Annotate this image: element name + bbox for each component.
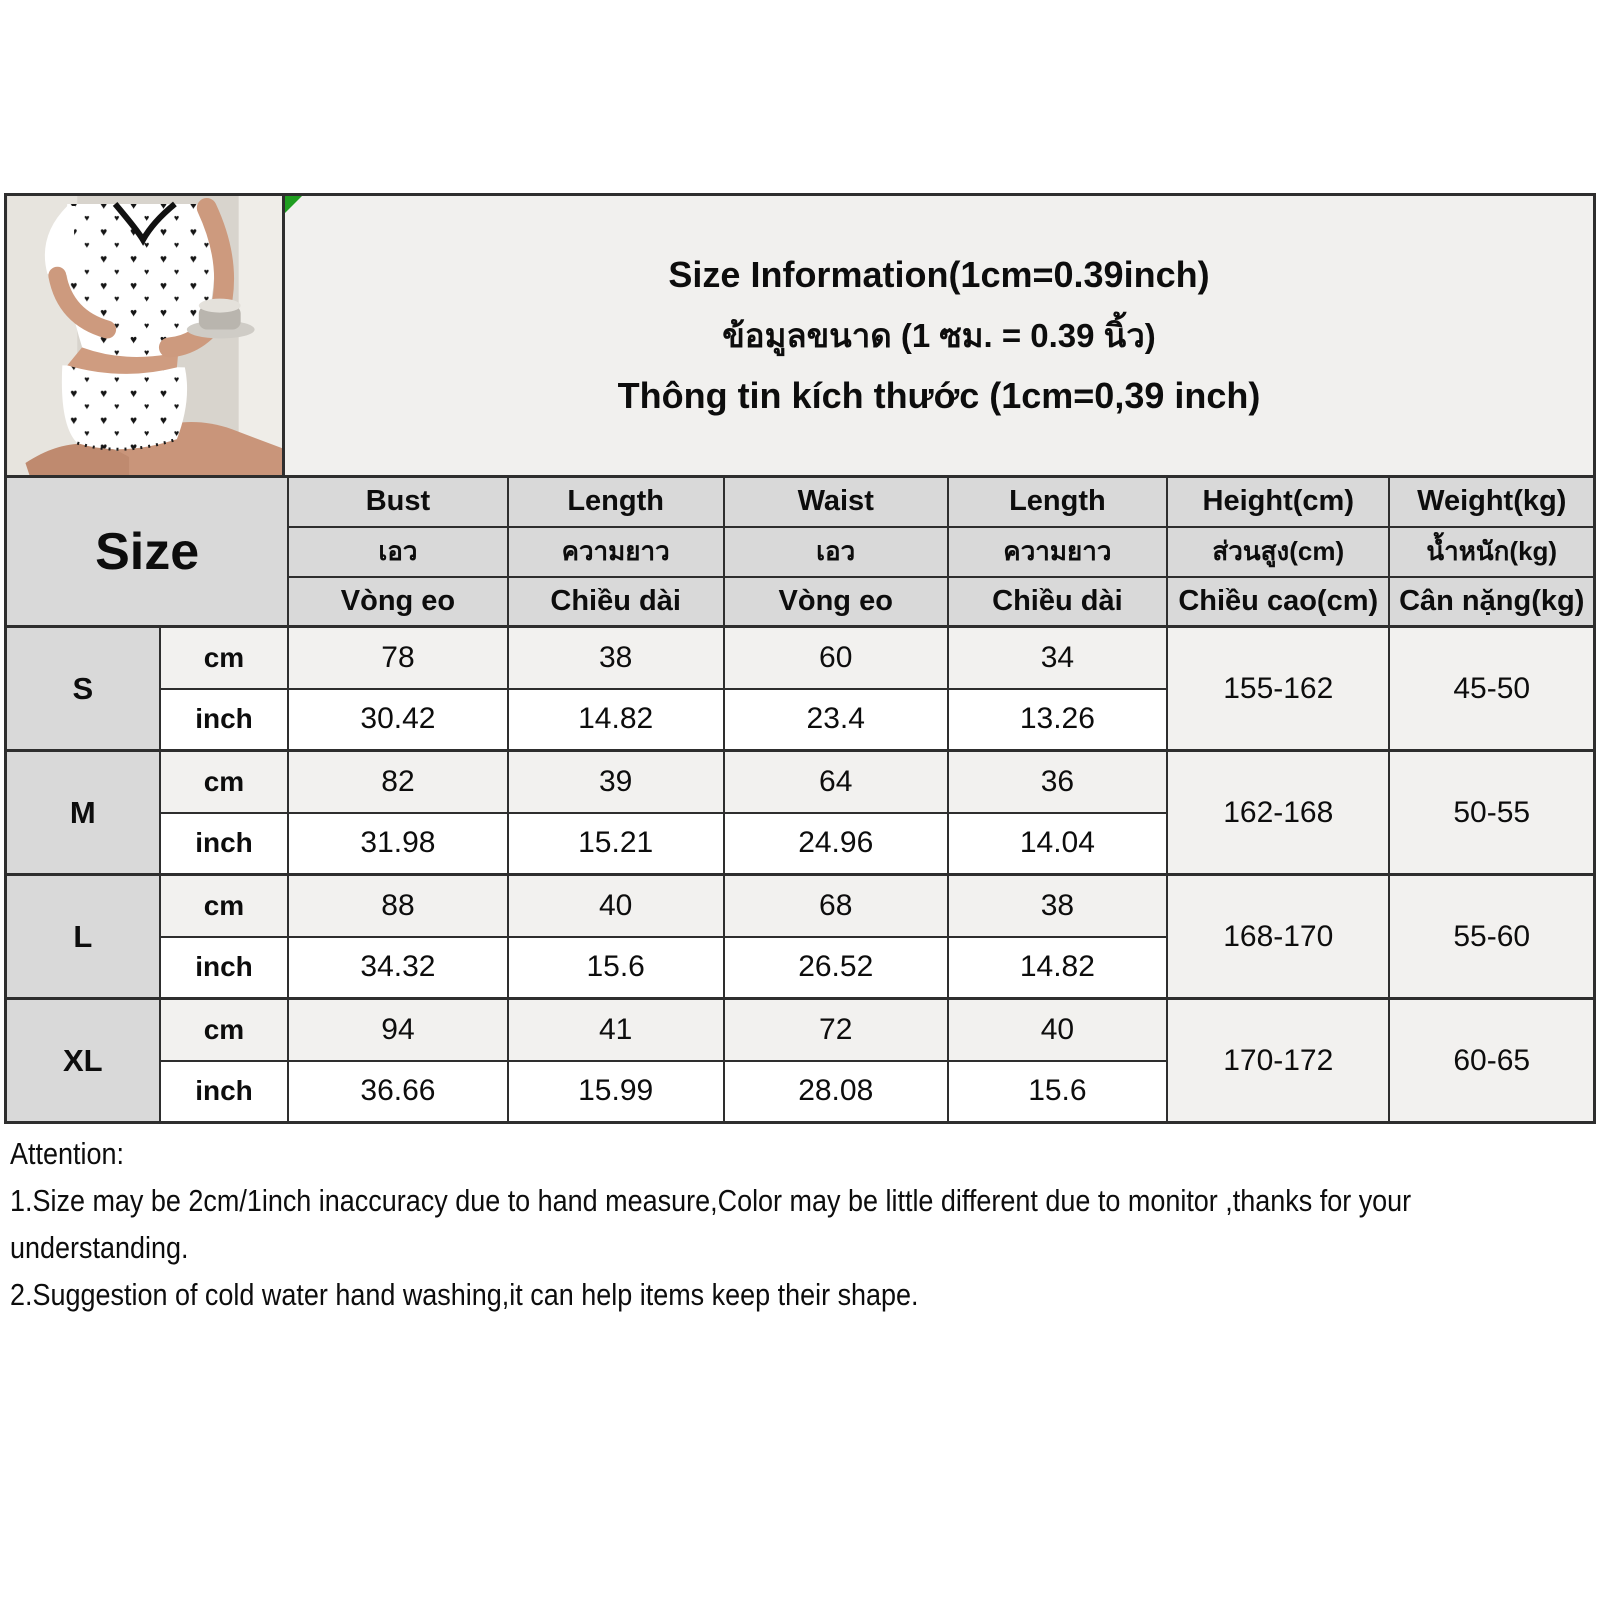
unit-cell-inch: inch [160, 937, 289, 999]
attention-heading: Attention: [10, 1136, 124, 1171]
unit-cell-inch: inch [160, 1061, 289, 1123]
header-waist-th: เอว [724, 527, 948, 577]
attention-note-1-cont: understanding. [10, 1230, 189, 1265]
s-inch-waist: 23.4 [724, 689, 948, 751]
m-cm-length1: 39 [508, 751, 724, 813]
s-weight: 45-50 [1389, 627, 1594, 751]
header-length2-en: Length [948, 477, 1167, 527]
s-height: 155-162 [1167, 627, 1389, 751]
m-cm-length2: 36 [948, 751, 1167, 813]
size-header-cell: Size [6, 477, 289, 627]
l-cm-bust: 88 [288, 875, 507, 937]
model-shorts [62, 365, 187, 449]
attention-note-1: 1.Size may be 2cm/1inch inaccuracy due to hand measure,Color may be little different due to monitor ,thanks for your [10, 1183, 1412, 1218]
l-inch-length1: 15.6 [508, 937, 724, 999]
size-label-xl: XL [6, 999, 160, 1123]
size-label-s: S [6, 627, 160, 751]
header-height-vi: Chiều cao(cm) [1167, 577, 1389, 627]
xl-inch-length1: 15.99 [508, 1061, 724, 1123]
title-area [285, 196, 1593, 475]
s-inch-length2: 13.26 [948, 689, 1167, 751]
m-inch-length1: 15.21 [508, 813, 724, 875]
xl-height: 170-172 [1167, 999, 1389, 1123]
s-cm-length1: 38 [508, 627, 724, 689]
xl-cm-bust: 94 [288, 999, 507, 1061]
s-inch-length1: 14.82 [508, 689, 724, 751]
s-cm-length2: 34 [948, 627, 1167, 689]
unit-cell-inch: inch [160, 689, 289, 751]
title-thai: ข้อมูลขนาด (1 ซม. = 0.39 นิ้ว) [722, 317, 1156, 354]
header-waist-en: Waist [724, 477, 948, 527]
header-waist-vi: Vòng eo [724, 577, 948, 627]
xl-cm-waist: 72 [724, 999, 948, 1061]
unit-cell-cm: cm [160, 751, 289, 813]
m-cm-waist: 64 [724, 751, 948, 813]
l-inch-length2: 14.82 [948, 937, 1167, 999]
size-label-l: L [6, 875, 160, 999]
green-corner-marker-icon [285, 196, 302, 213]
m-inch-bust: 31.98 [288, 813, 507, 875]
unit-cell-cm: cm [160, 875, 289, 937]
header-weight-en: Weight(kg) [1389, 477, 1594, 527]
header-height-th: ส่วนสูง(cm) [1167, 527, 1389, 577]
xl-cm-length1: 41 [508, 999, 724, 1061]
header-row-english [6, 477, 1595, 527]
product-photo [7, 196, 285, 475]
header-weight-vi: Cân nặng(kg) [1389, 577, 1594, 627]
row-xl-cm [6, 999, 1595, 1061]
row-s-cm [6, 627, 1595, 689]
s-inch-bust: 30.42 [288, 689, 507, 751]
header-weight-th: น้ำหนัก(kg) [1389, 527, 1594, 577]
m-cm-bust: 82 [288, 751, 507, 813]
header-bust-en: Bust [288, 477, 507, 527]
top-block [4, 193, 1596, 475]
product-photo-illustration [7, 196, 285, 475]
unit-cell-cm: cm [160, 999, 289, 1061]
l-weight: 55-60 [1389, 875, 1594, 999]
s-cm-bust: 78 [288, 627, 507, 689]
header-length1-vi: Chiều dài [508, 577, 724, 627]
header-height-en: Height(cm) [1167, 477, 1389, 527]
l-inch-bust: 34.32 [288, 937, 507, 999]
header-length2-vi: Chiều dài [948, 577, 1167, 627]
title-english: Size Information(1cm=0.39inch) [668, 254, 1210, 295]
m-weight: 50-55 [1389, 751, 1594, 875]
l-inch-waist: 26.52 [724, 937, 948, 999]
header-bust-vi: Vòng eo [288, 577, 507, 627]
header-length1-th: ความยาว [508, 527, 724, 577]
row-l-cm [6, 875, 1595, 937]
l-height: 168-170 [1167, 875, 1389, 999]
size-table [4, 475, 1596, 1124]
unit-cell-inch: inch [160, 813, 289, 875]
size-label-m: M [6, 751, 160, 875]
header-length1-en: Length [508, 477, 724, 527]
l-cm-length1: 40 [508, 875, 724, 937]
attention-section [4, 1130, 1596, 1318]
header-bust-th: เอว [288, 527, 507, 577]
attention-note-2: 2.Suggestion of cold water hand washing,it can help items keep their shape. [10, 1277, 919, 1312]
l-cm-waist: 68 [724, 875, 948, 937]
xl-inch-length2: 15.6 [948, 1061, 1167, 1123]
m-inch-length2: 14.04 [948, 813, 1167, 875]
xl-inch-bust: 36.66 [288, 1061, 507, 1123]
unit-cell-cm: cm [160, 627, 289, 689]
xl-cm-length2: 40 [948, 999, 1167, 1061]
title-vietnamese: Thông tin kích thước (1cm=0,39 inch) [617, 375, 1261, 416]
l-cm-length2: 38 [948, 875, 1167, 937]
s-cm-waist: 60 [724, 627, 948, 689]
m-height: 162-168 [1167, 751, 1389, 875]
row-m-cm [6, 751, 1595, 813]
header-length2-th: ความยาว [948, 527, 1167, 577]
m-inch-waist: 24.96 [724, 813, 948, 875]
xl-inch-waist: 28.08 [724, 1061, 948, 1123]
xl-weight: 60-65 [1389, 999, 1594, 1123]
